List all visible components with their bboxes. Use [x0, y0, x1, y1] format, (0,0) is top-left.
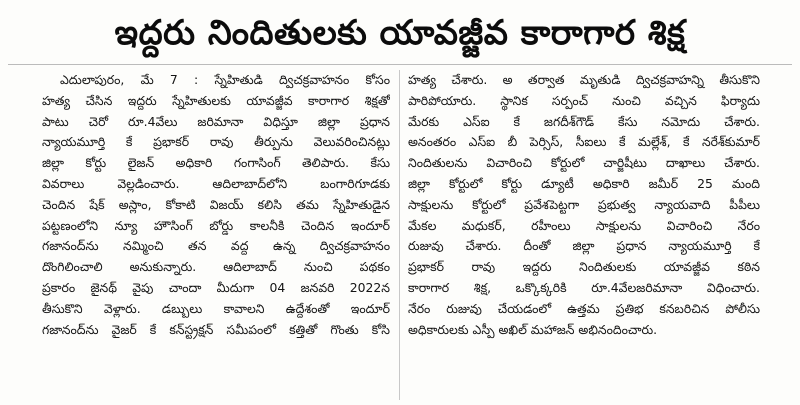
article-line: రుజువు చేశారు. దీంతో జిల్లా ప్రధాన న్యాయమూర్తి కే — [408, 238, 760, 254]
article-line: దొంగిలించాలి అనుకున్నారు. ఆదిలాబాద్ నుంచి పథకం — [42, 259, 390, 275]
article-line: మేకల మధుకర్, రహీంలు సాక్షులను విచారించి నేరం — [408, 217, 760, 233]
article-line: జిల్లా కోర్టు లైజన్ అధికారి గంగాసింగ్ తెలిపారు. కేసు — [42, 155, 390, 171]
column-divider — [399, 70, 400, 400]
article-line: పాటు చెరో రూ.4వేలు జరిమానా విధిస్తూ జిల్లా ప్రధాన — [42, 113, 390, 129]
article-line: పారిపోయారు. స్థానిక సర్పంచ్ నుంచి వచ్చిన ఫిర్యాదు — [408, 92, 760, 108]
article-line: ప్రభాకర్ రావు ఇద్దరు నిందితులకు యావజ్జీవ కఠిన — [408, 259, 760, 275]
headline-divider — [8, 64, 792, 65]
article-line: నేరం రుజువు చేయడంలో ఉత్తమ ప్రతిభ కనబరిచిన పోలీసు — [408, 300, 760, 316]
article-line: హత్య చేసిన ఇద్దరు స్నేహితులకు యావజ్జీవ కారాగార శిక్షతో — [42, 92, 390, 108]
article-line: సాక్షులను కోర్టులో ప్రవేశపెట్టగా ప్రభుత్వ న్యాయవాది పీపీలు — [408, 196, 760, 212]
article-line: అనంతరం ఎస్‌ఐ బీ పెర్సిస్, సీఐలు కే మల్లేశ్, కే నరేశ్‌కుమార్ — [408, 134, 760, 150]
article-line: ప్రకారం జైనథ్ వైపు చాందా మీదుగా 04 జనవరి 2022న — [42, 279, 390, 295]
article-line: తీసుకొని వెళ్లారు. డబ్బులు కావాలని ఉద్దేశంతో ఇందూర్ — [42, 300, 390, 316]
article-line: నిందితులను విచారించి కోర్టులో చార్జిషీటు దాఖాలు చేశారు. — [408, 155, 760, 171]
article-column-right — [408, 70, 760, 400]
article-line: గజానంద్‌ను వైజర్ కే కన్‌స్ట్రక్షన్ సమీపంలో కత్తితో గొంతు కోసి — [42, 321, 390, 337]
headline: ఇద్దరు నిందితులకు యావజ్జీవ కారాగార శిక్ష — [114, 13, 686, 53]
article-line: జిల్లా కోర్టులో కోర్టు డ్యూటీ అధికారి జమీర్ 25 మంది — [408, 175, 760, 191]
article-line: అధికారులకు ఎస్పీ అఖిల్ మహాజన్ అభినందించారు. — [408, 321, 658, 337]
article-line: వివరాలు వెల్లడించారు. ఆదిలాబాద్‌లోని బంగారిగూడకు — [42, 175, 390, 191]
article-column-left — [42, 70, 390, 400]
article-line: గజానంద్‌ను నమ్మించి తన వద్ద ఉన్న ద్విచక్రవాహనం — [42, 238, 390, 254]
article-line: మేరకు ఎస్ఐ కే జగదీశ్‌గౌడ్ కేసు నమోదు చేశారు. — [408, 113, 760, 129]
article-line: న్యాయమూర్తి కే ప్రభాకర్ రావు తీర్పును వెలువరించినట్లు — [42, 134, 390, 150]
article-line: పట్టణంలోని న్యూ హౌసింగ్ బోర్డు కాలనీకి చెందిన ఇందూర్ — [42, 217, 390, 233]
article-line: చెందిన షేక్ అస్లాం, కోకాటి విజయ్ కలిసి తమ స్నేహితుడైన — [42, 196, 390, 212]
article-line: ఎదులాపురం, మే 7 : స్నేహితుడి ద్విచక్రవాహనం కోసం — [60, 72, 390, 87]
article-line: హత్య చేశారు. అ తర్వాత మృతుడి ద్విచక్రవాహన్ని తీసుకొని — [408, 72, 760, 87]
article-line: కారాగార శిక్ష, ఒక్కొక్కరికి రూ.4వేలజరిమానా విధించారు. — [408, 279, 760, 295]
